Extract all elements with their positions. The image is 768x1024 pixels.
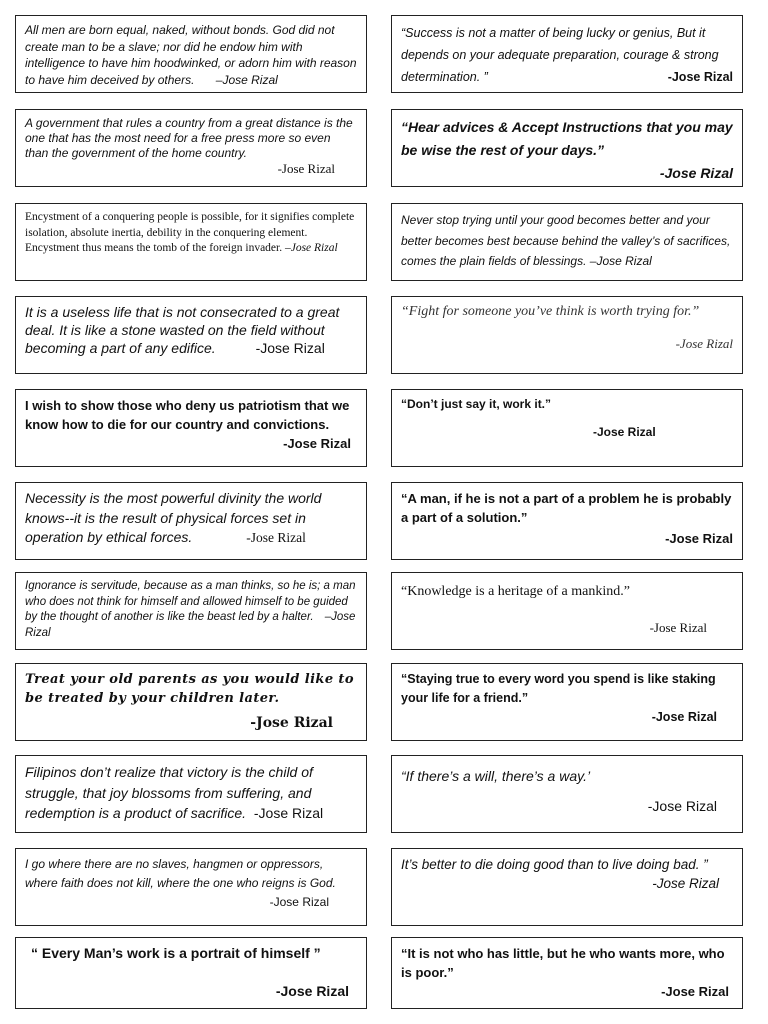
quote-author: -Jose Rizal [283,436,351,451]
quote-card [391,848,743,926]
quote-card [15,482,367,560]
quote-card [15,296,367,374]
quote-author: -Jose Rizal [659,165,733,181]
quote-text: “It is not who has little, but he who wants more, who is poor.” [401,946,725,980]
quote-card [15,663,367,741]
quote-card [15,15,367,93]
quote-text: Necessity is the most powerful divinity the world knows--it is the result of physical forces set in operation by ethical forces. [25,490,322,545]
quote-card [15,109,367,187]
quote-card [391,482,743,560]
quote-card [15,937,367,1009]
quote-text: “Hear advices & Accept Instructions that you may be wise the rest of your days.” [401,119,733,158]
quote-text: “Staying true to every word you spend is like staking your life for a friend.” [401,672,716,705]
quote-text: “Knowledge is a heritage of a mankind.” [401,584,630,599]
quote-author: -Jose Rizal [665,531,733,546]
quote-card [15,572,367,650]
quote-card [391,937,743,1009]
quote-author: -Jose Rizal [250,715,333,731]
quote-card [391,389,743,467]
quote-author: -Jose Rizal [255,340,325,356]
quote-author: -Jose Rizal [253,805,324,821]
quote-author: -Jose Rizal [647,798,717,814]
quote-author: -Jose Rizal [667,70,733,84]
quote-author: -Jose Rizal [269,895,329,909]
quote-card [391,296,743,374]
quote-author: –Jose Rizal [284,242,338,254]
quote-author: -Jose Rizal [277,161,335,176]
quote-card [391,203,743,281]
quote-author: –Jose Rizal [25,611,356,639]
quote-author: -Jose Rizal [652,876,719,891]
quote-author: –Jose Rizal [589,254,652,268]
quote-author: -Jose Rizal [246,530,306,545]
quote-card [391,663,743,741]
quote-card [15,203,367,281]
quote-text: Never stop trying until your good becomes better and your better becomes best because behind the valley’s of sacrifices, comes the plain fields of blessings. [401,213,731,268]
quote-text: “Don’t just say it, work it.” [401,397,552,411]
quote-text: It’s better to die doing good than to live doing bad. ” [401,857,708,872]
quote-author: -Jose Rizal [593,425,656,439]
quote-text: Ignorance is servitude, because as a man thinks, so he is; a man who does not think for himself and allowed himself to be guided by the thought of another is like the beast led by a halter. [25,580,356,623]
quote-text: “A man, if he is not a part of a problem he is probably a part of a solution.” [401,491,732,525]
quote-author: -Jose Rizal [649,620,707,635]
quote-card [15,389,367,467]
quote-card [391,755,743,833]
quote-text: “Fight for someone you’ve think is worth trying for.” [401,304,700,319]
quote-card [15,755,367,833]
quote-text: A government that rules a country from a great distance is the one that has the most need for a free press more so even than the government of the home country. [25,116,353,160]
quote-text: “ Every Man’s work is a portrait of himself ” [31,945,321,961]
quote-author: -Jose Rizal [661,984,729,999]
quote-text: Treat your old parents as you would like to be treated by your children later. [25,672,354,706]
quote-text: I go where there are no slaves, hangmen or oppressors, where faith does not kill, where the one who reigns is God. [25,857,336,890]
quote-author: -Jose Rizal [675,336,733,351]
quote-author: -Jose Rizal [651,710,717,724]
quote-text: All men are born equal, naked, without bonds. God did not create man to be a slave; nor did he endow him with intelligence to have him hoodwinked, or adorn him with reason to have him deceived by others. [25,23,357,87]
quote-text: I wish to show those who deny us patriotism that we know how to die for our country and convictions. [25,398,350,432]
quote-text: Filipinos don’t realize that victory is the child of struggle, that joy blossoms from suffering, and redemption is a product of sacrifice. [25,764,313,821]
quote-text: It is a useless life that is not consecrated to a great deal. It is like a stone wasted on the field without becoming a part of any edifice. [25,304,340,356]
quote-text: Encystment of a conquering people is possible, for it signifies complete isolation, absolute inertia, debility in the conquering element. Encystment thus means the tomb of the foreign invader. [25,211,355,254]
quote-author: –Jose Rizal [215,72,278,87]
quote-author: -Jose Rizal [275,983,349,999]
quote-card [391,109,743,187]
quote-card [391,15,743,93]
quote-text: “Success is not a matter of being lucky or genius, But it depends on your adequate preparation, courage & strong determination. ” [401,26,719,84]
quote-text: “If there’s a will, there’s a way.’ [401,768,591,784]
quote-card [15,848,367,926]
quote-card [391,572,743,650]
